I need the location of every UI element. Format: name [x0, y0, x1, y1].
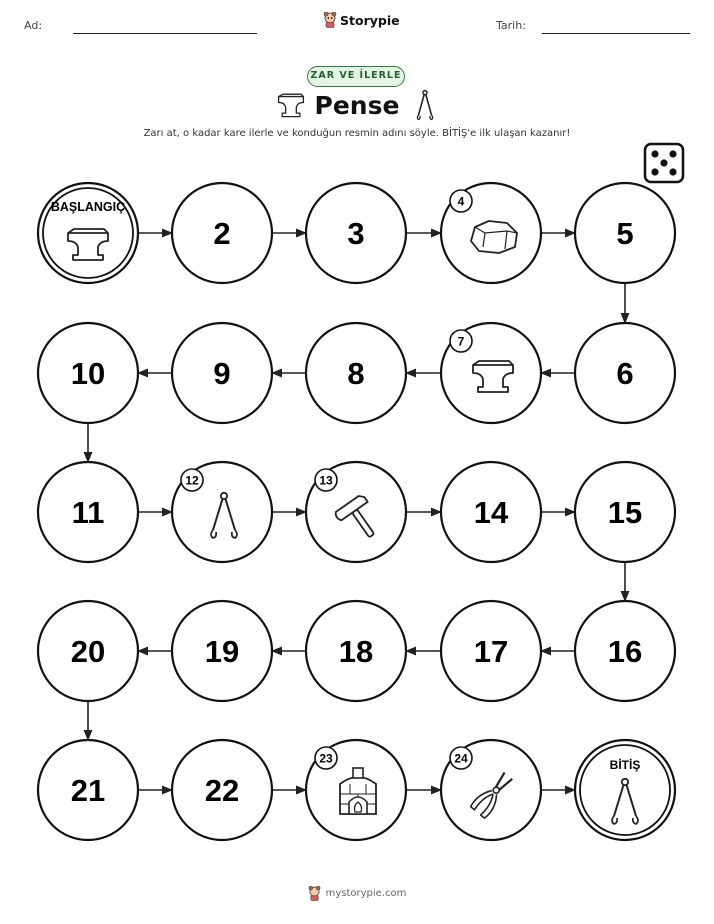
board-square-16[interactable] — [575, 601, 675, 701]
board-square-3[interactable] — [306, 183, 406, 283]
brand-name: Storypie — [340, 12, 400, 28]
dice-five-icon[interactable] — [643, 142, 685, 184]
board-square-11[interactable] — [38, 462, 138, 562]
start-label: BAŞLANGIÇ — [50, 200, 126, 214]
board-square-10[interactable] — [38, 323, 138, 423]
square-number: 12 — [185, 473, 199, 488]
square-number: 24 — [454, 751, 468, 766]
board-square-23[interactable] — [306, 740, 406, 840]
square-number: 17 — [473, 634, 509, 669]
square-number: 5 — [616, 216, 634, 251]
square-number: 8 — [347, 356, 365, 391]
square-number: 6 — [616, 356, 634, 391]
square-number: 4 — [457, 194, 465, 209]
page-title: Pense — [314, 91, 400, 120]
footer-url: mystorypie.com — [325, 888, 407, 899]
square-number: 22 — [204, 773, 240, 808]
finish-label: BİTİŞ — [609, 758, 641, 772]
board-square-4[interactable] — [441, 183, 541, 283]
board-square-2[interactable] — [172, 183, 272, 283]
board-square-13[interactable] — [306, 462, 406, 562]
board-square-19[interactable] — [172, 601, 272, 701]
square-number: 13 — [319, 473, 333, 488]
board-square-14[interactable] — [441, 462, 541, 562]
game-type-badge: ZAR VE İLERLE — [307, 66, 405, 87]
square-number: 15 — [607, 495, 643, 530]
rock-icon — [471, 221, 517, 253]
square-number: 19 — [204, 634, 240, 669]
square-number: 21 — [70, 773, 106, 808]
board-square-12[interactable] — [172, 462, 272, 562]
square-number: 10 — [70, 356, 106, 391]
storypie-mascot-icon — [308, 886, 321, 901]
square-number: 20 — [70, 634, 106, 669]
board-square-7[interactable] — [441, 323, 541, 423]
date-label: Tarih: — [496, 19, 526, 32]
board-square-6[interactable] — [575, 323, 675, 423]
instructions: Zarı at, o kadar kare ilerle ve konduğun resmin adını söyle. BİTİŞ'e ilk ulaşan kazanır! — [143, 128, 571, 139]
square-number: 16 — [607, 634, 643, 669]
board-square-21[interactable] — [38, 740, 138, 840]
square-number: 11 — [71, 495, 105, 530]
square-number: 3 — [347, 216, 365, 251]
board-square-9[interactable] — [172, 323, 272, 423]
square-number: 23 — [319, 751, 333, 766]
board-square-25[interactable] — [575, 740, 675, 840]
board-square-24[interactable] — [441, 740, 541, 840]
name-label: Ad: — [24, 19, 43, 32]
board-square-15[interactable] — [575, 462, 675, 562]
board-square-22[interactable] — [172, 740, 272, 840]
square-number: 14 — [473, 495, 509, 530]
board-square-5[interactable] — [575, 183, 675, 283]
square-number: 18 — [338, 634, 374, 669]
board-square-17[interactable] — [441, 601, 541, 701]
square-number: 2 — [213, 216, 231, 251]
square-number: 9 — [213, 356, 231, 391]
board-square-18[interactable] — [306, 601, 406, 701]
board-square-1[interactable] — [38, 183, 138, 283]
board-square-20[interactable] — [38, 601, 138, 701]
footer — [0, 886, 714, 901]
board-square-8[interactable] — [306, 323, 406, 423]
square-number: 7 — [457, 334, 465, 349]
